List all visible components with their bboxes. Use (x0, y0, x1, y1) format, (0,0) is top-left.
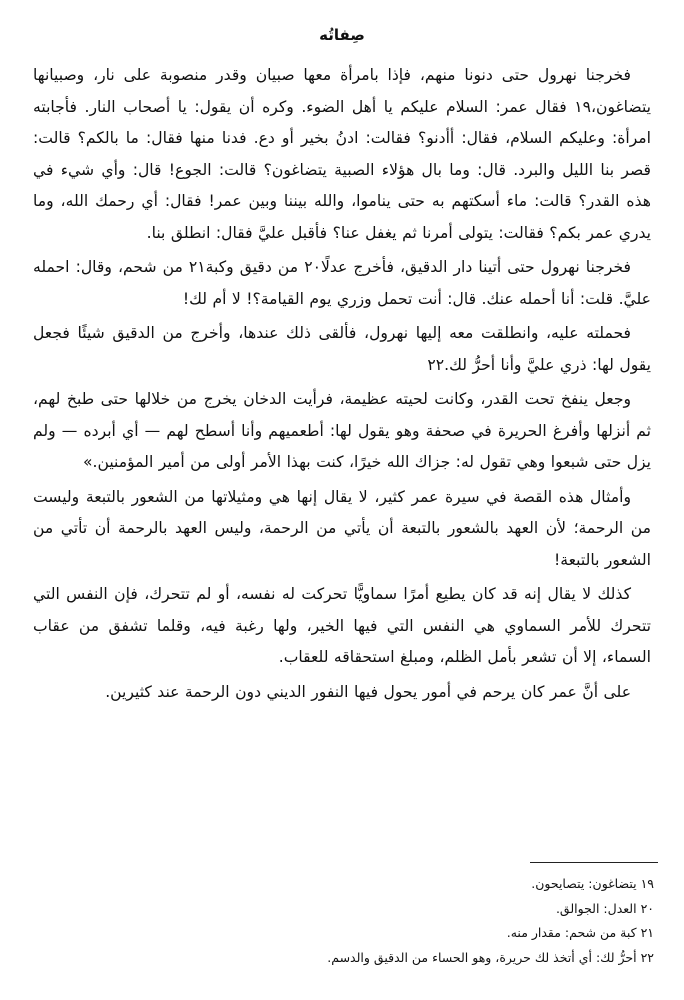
paragraph: وأمثال هذه القصة في سيرة عمر كثير، لا يقال إنها هي ومثيلاتها من الشعور بالتبعة وليست من الرحمة؛ لأن العهد بالشعور بالتبعة أن يأتي من الرحمة، وليس العهد بالرحمة أن تأتي من الشعور بالتبعة! (33, 487, 651, 569)
footnote-divider (530, 862, 658, 863)
footnote-item: ٢١ كبة من شحم: مقدار منه. (506, 925, 654, 940)
footnotes (140, 872, 654, 970)
page-title: صِفاتُه (319, 26, 365, 44)
paragraph: على أنَّ عمر كان يرحم في أمور يحول فيها النفور الديني دون الرحمة عند كثيرين. (105, 682, 631, 701)
paragraph: فخرجنا نهرول حتى دنونا منهم، فإذا بامرأة معها صبيان وقدر منصوبة على نار، وصبيانها يتضاغون،١٩ فقال عمر: السلام عليكم يا أهل الضوء. وكره أن يقول: يا أصحاب النار. فأجابته امرأة: وعليكم السلام، فقال: أأدنو؟ فقالت: ادنُ بخير أو دع. فدنا منها فقال: ما بالكم؟ قالت: قصر بنا الليل والبرد. قال: وما بال هؤلاء الصبية يتضاغون؟ قالت: الجوع! قال: وأي شيء في هذه القدر؟ قالت: ماء أسكتهم به حتى يناموا، والله بيننا وبين عمر! فقال: أي رحمك الله، وما يدري عمر بكم؟ فقالت: يتولى أمرنا ثم يغفل عنا؟ فأقبل عليَّ فقال: انطلق بنا. (33, 66, 651, 242)
body-text (33, 60, 651, 711)
paragraph: فحملته عليه، وانطلقت معه إليها نهرول، فألقى ذلك عندها، وأخرج من الدقيق شيئًا فجعل يقول لها: ذري عليَّ وأنا أحرُّ لك.٢٢ (33, 324, 651, 374)
paragraph: وجعل ينفخ تحت القدر، وكانت لحيته عظيمة، فرأيت الدخان يخرج من خلالها حتى طبخ لهم، ثم أنزلها وأفرغ الحريرة في صحفة وهو يقول لها: أطعميهم وأنا أسطح لهم — أي أبرده — ولم يزل حتى شبعوا وهي تقول له: جزاك الله خيرًا، كنت بهذا الأمر أولى من أمير المؤمنين.» (33, 390, 651, 471)
footnote-item: ٢٠ العدل: الجوالق. (555, 900, 654, 916)
footnote-item: ١٩ يتضاغون: يتصايحون. (531, 876, 654, 891)
footnote-item: ٢٢ أحرُّ لك: أي أتخذ لك حريرة، وهو الحساء من الدقيق والدسم. (327, 949, 654, 965)
paragraph: كذلك لا يقال إنه قد كان يطيع أمرًا سماويًّا تحركت له نفسه، أو لم تتحرك، فإن النفس التي تتحرك للأمر السماوي هي النفس التي فيها الخير، ولها رغبة فيه، وقلما تشفق من عقاب السماء، إلا أن تشعر بأمل الظلم، ومبلغ استحقاقه للعقاب. (33, 585, 651, 666)
paragraph: فخرجنا نهرول حتى أتينا دار الدقيق، فأخرج عدلًا٢٠ من دقيق وكبة٢١ من شحم، وقال: احمله عليَّ. قلت: أنا أحمله عنك. قال: أنت تحمل وزري يوم القيامة؟! لا أم لك! (33, 258, 651, 308)
